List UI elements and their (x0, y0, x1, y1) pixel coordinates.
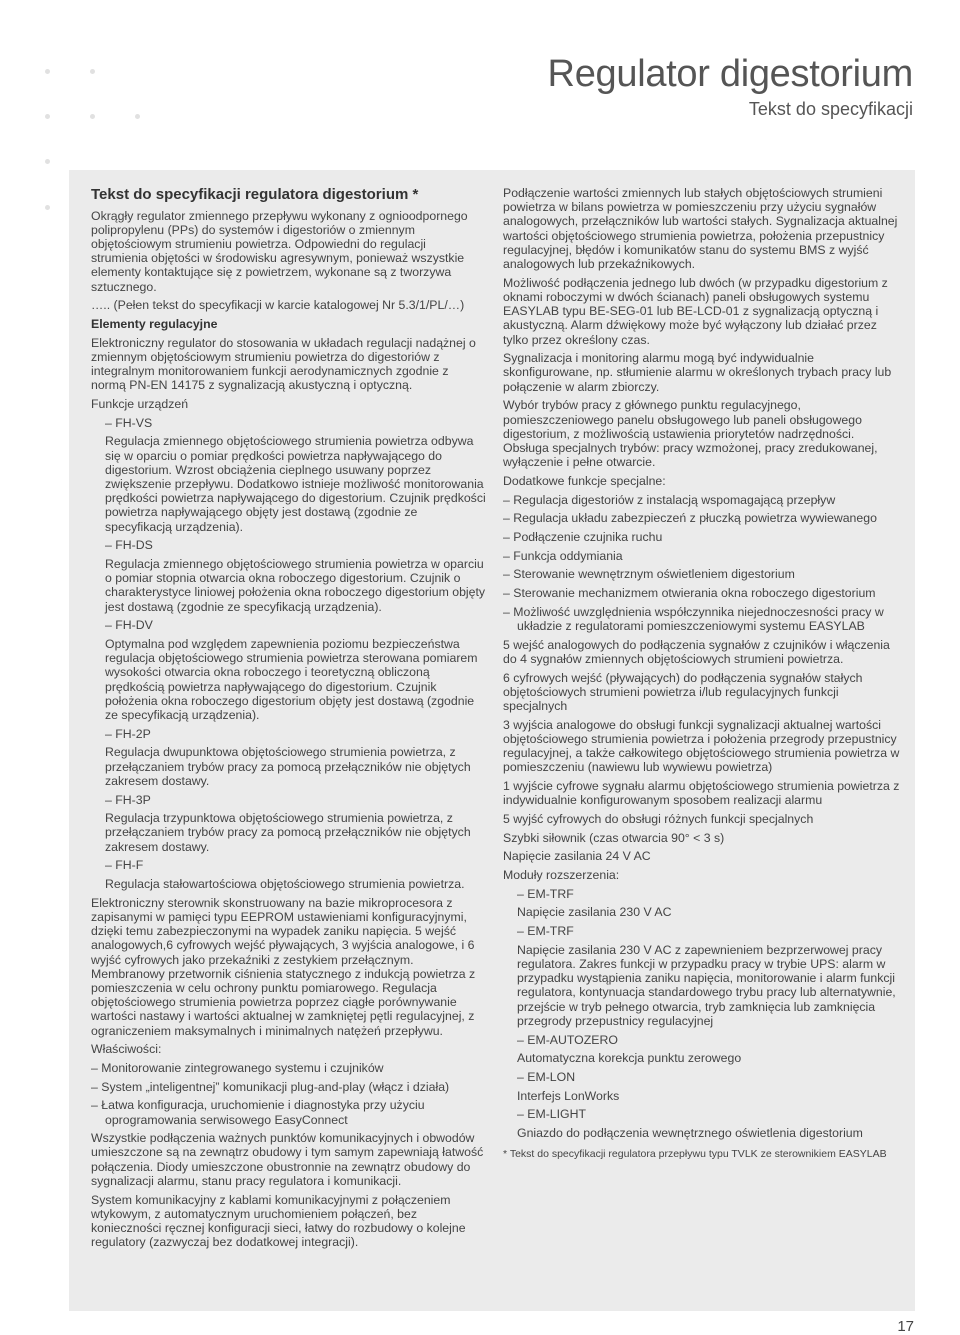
page-subtitle: Tekst do specyfikacji (748, 99, 913, 119)
extra-function-item: – Możliwość uwzględnienia współczynnika niejednoczesności pracy w układzie z regulatorami pomieszczeniowymi systemu EASYLAB (503, 605, 901, 633)
function-description: Regulacja stałowartościowa objętościowego strumienia powietrza. (105, 877, 465, 892)
analog-outputs: 3 wyjścia analogowe do obsługi funkcji sygnalizacji aktualnej wartości objętościowego strumienia powietrza i położenia przegrody przepustnicy regulacyjnej, a także całkowitego objętościowego strumienia powietrza w pomieszczeniu (nawiewu lub wywiewu powietrza) (503, 717, 900, 775)
section-heading: Tekst do specyfikacji regulatora digestorium * (91, 186, 419, 203)
property-item: – System „inteligentnej” komunikacji plug-and-play (włącz i działa) (91, 1080, 486, 1094)
catalog-reference: ….. (Pełen tekst do specyfikacji w karcie katalogowej Nr 5.3/1/PL/…) (91, 298, 465, 313)
module-code: – EM-LIGHT (503, 1107, 901, 1121)
system-text: System komunikacyjny z kablami komunikacyjnymi z połączeniem wtykowym, z automatycznym uruchomieniem połączeń, bez konieczności ręcznej konfiguracji sieci, łatwy do rozbudowy o kolejne regulatory (zazwyczaj bez dodatkowej integracji). (91, 1192, 466, 1250)
module-description: Automatyczna korekcja punktu zerowego (517, 1051, 742, 1066)
function-description: Regulacja zmiennego objętościowego strumienia powietrza odbywa się w oparciu o pomiar prędkości powietrza napływającego do digestorium. Wzrost obciążenia cieplnego usuwany poprzez zwiększenie przepływu. Dodatkowo istnieje możliwość monitorowania prędkości powietrza napływającego do digestorium. Czujnik prędkości powietrza napływającego objęty jest dostawą (zgodnie ze specyfikacją urządzenia). (105, 434, 486, 534)
intro-text: Okrągły regulator zmiennego przepływu wykonany z ognioodpornego polipropylenu (PPs) do systemów i digestoriów o zmiennym objętościowym strumieniu powietrza. Odpowiedni do regulacji strumienia objętości w środowisku agresywnym, ponieważ wszystkie elementy kontaktujące się z powietrzem, wykonane są z tworzywa sztucznego. (91, 208, 468, 294)
properties-label: Właściwości: (91, 1042, 162, 1057)
function-code: – FH-DV (91, 618, 486, 632)
function-code: – FH-DS (91, 538, 486, 552)
module-code: – EM-LON (503, 1070, 901, 1084)
modules-list (503, 887, 901, 1141)
dot (135, 114, 140, 119)
digital-output: 1 wyjście cyfrowe sygnału alarmu objętościowego strumienia powietrza z indywidualnie konfigurowanym sposobem realizacji alarmu (503, 779, 900, 808)
dot (45, 205, 50, 210)
dot (45, 69, 50, 74)
module-description: Interfejs LonWorks (517, 1088, 620, 1103)
panels-paragraph: Możliwość podłączenia jednego lub dwóch (w przypadku digestorium z oknami roboczymi w dwóch ścianach) paneli obsługowych systemu EASYLAB typu BE-SEG-01 lub BE-LCD-01 z sygnalizacją optyczną i akustyczną. Alarm dźwiękowy może być wyłączony lub działać przez tylko przez określony czas. (503, 275, 888, 347)
analog-inputs: 5 wejść analogowych do podłączenia sygnałów z czujników i włączenia do 4 sygnałów zmiennych objętościowych strumieni powietrza. (503, 637, 890, 666)
function-code: – FH-3P (91, 793, 486, 807)
function-code: – FH-VS (91, 416, 486, 430)
page-number: 17 (897, 1318, 914, 1335)
module-code: – EM-TRF (503, 887, 901, 901)
dot (45, 159, 50, 164)
elements-heading: Elementy regulacyjne (91, 316, 218, 331)
left-column (91, 186, 486, 1254)
modules-label: Moduły rozszerzenia: (503, 868, 620, 883)
voltage-text: Napięcie zasilania 24 V AC (503, 849, 651, 864)
function-description: Optymalna pod względem zapewnienia poziomu bezpieczeństwa regulacja objętościowego strumienia powietrza sterowana pomiarem wysokości otwarcia okna roboczego i teoretyczną obliczoną prędkością powietrza napływającego do digestorium. Czujnik położenia okna roboczego digestorium objęty jest dostawą (zgodnie ze specyfikacją urządzenia). (105, 636, 478, 722)
extra-function-item: – Sterowanie mechanizmem otwierania okna roboczego digestorium (503, 586, 901, 600)
digital-outputs-special: 5 wyjść cyfrowych do obsługi różnych funkcji specjalnych (503, 811, 814, 826)
signals-paragraph: Podłączenie wartości zmiennych lub stałych objętościowych strumieni powietrza w bilans powietrza w pomieszczeniu przy użyciu sygnałów analogowych, przełączników lub wartości stałych. Sygnalizacja aktualnej wartości objętościowego strumienia powietrza, położenia przepustnicy regulacyjnej, błędów i komunikatów stanu do systemu BMS z wyjść analogowych lub przekaźnikowych. (503, 186, 898, 272)
alarm-paragraph: Sygnalizacja i monitoring alarmu mogą być indywidualnie skonfigurowane, np. stłumienie alarmu w określonych trybach pracy lub połączenie w alarm zbiorczy. (503, 351, 892, 394)
extra-function-item: – Regulacja digestoriów z instalacją wspomagającą przepływ (503, 493, 901, 507)
modes-paragraph: Wybór trybów pracy z głównego punktu regulacyjnego, pomieszczeniowego panelu obsługowego lub paneli obsługowego digestorium, z możliwością ustawienia priorytetów nadrzędności. Obsługa specjalnych trybów: pracy wzmożonej, pracy zredukowanej, wyłączenie i pełne otwarcie. (503, 398, 878, 470)
actuator-text: Szybki siłownik (czas otwarcia 90° < 3 s) (503, 830, 725, 845)
connections-text: Wszystkie podłączenia ważnych punktów komunikacyjnych i obwodów umieszczone są na zewnątrz obudowy i tym samym zapewniają łatwość połączenia. Diody umieszczone obustronnie na zewnątrz obudowy do sygnalizacji alarmu, stanu pracy regulatora i komunikacji. (91, 1131, 484, 1188)
extra-function-item: – Funkcja oddymiania (503, 549, 901, 563)
function-description: Regulacja dwupunktowa objętościowego strumienia powietrza, z przełączaniem trybów pracy za pomocą przełączników nie objętych zakresem dostawy. (105, 745, 471, 788)
function-code: – FH-F (91, 858, 486, 872)
module-code: – EM-TRF (503, 924, 901, 938)
extra-functions-list (503, 493, 901, 634)
dot (90, 69, 95, 74)
property-item: – Monitorowanie zintegrowanego systemu i czujników (91, 1061, 486, 1075)
dot (45, 114, 50, 119)
function-description: Regulacja trzypunktowa objętościowego strumienia powietrza, z przełączaniem trybów pracy za pomocą przełączników nie objętych zakresem dostawy. (105, 811, 471, 854)
extra-functions-label: Dodatkowe funkcje specjalne: (503, 473, 666, 488)
module-code: – EM-AUTOZERO (503, 1033, 901, 1047)
dot (90, 114, 95, 119)
controller-text: Elektroniczny sterownik skonstruowany na bazie mikroprocesora z zapisanymi w pamięci typu EEPROM ustawieniami konfiguracyjnymi, dzięki temu zabezpieczonymi na wypadek zaniku napięcia. 5 wejść analogowych,6 cyfrowych wejść pływających, 3 wyjścia analogowe, i 6 wyjść cyfrowych jako przekaźniki z zestykiem przełącznym. Membranowy przetwornik ciśnienia statycznego z indukcją powietrza z pomieszczenia w celu ochrony punktu pomiarowego. Regulacja objętościowego strumienia powietrza poprzez ciągłe porównywanie wartości nastawy i wartości aktualnej w zamkniętej pętli regulacyjnej, z ograniczeniem maksymalnych i minimalnych natężeń przepływu. (91, 895, 476, 1038)
digital-inputs: 6 cyfrowych wejść (pływających) do podłączenia sygnałów stałych objętościowych strumieni powietrza i/lub regulacyjnych funkcji specjalnych (503, 670, 863, 713)
extra-function-item: – Sterowanie wewnętrznym oświetleniem digestorium (503, 567, 901, 581)
module-description: Napięcie zasilania 230 V AC (517, 905, 672, 920)
right-column (503, 186, 901, 1165)
functions-list (91, 416, 486, 892)
functions-label: Funkcje urządzeń (91, 396, 189, 411)
footnote: * Tekst do specyfikacji regulatora przepływu typu TVLK ze sterownikiem EASYLAB (503, 1148, 887, 1161)
module-description: Gniazdo do podłączenia wewnętrznego oświetlenia digestorium (517, 1126, 863, 1141)
properties-list (91, 1061, 486, 1127)
module-description: Napięcie zasilania 230 V AC z zapewnieniem bezprzerwowej pracy regulatora. Zakres funkcji w przypadku pracy w trybie UPS: alarm w przypadku wystąpienia zaniku napięcia, monitorowanie i alarm funkcji regulatora, kontynuacja standardowego trybu pracy lub alternatywnie, przejście w tryb pełnego otwarcia, tryb zamknięcia lub zamknięcia przegrody przepustnicy regulacyjnej (517, 942, 896, 1028)
elements-text: Elektroniczny regulator do stosowania w układach regulacji nadążnej o zmiennym objętościowym strumieniu powietrza do digestoriów z integralnym monitorowaniem funkcji aerodynamicznych zgodnie z normą PN-EN 14175 z sygnalizacją akustyczną i optyczną. (91, 335, 476, 393)
function-code: – FH-2P (91, 727, 486, 741)
extra-function-item: – Regulacja układu zabezpieczeń z płuczką powietrza wywiewanego (503, 511, 901, 525)
property-item: – Łatwa konfiguracja, uruchomienie i diagnostyka przy użyciu oprogramowania serwisowego EasyConnect (91, 1098, 486, 1126)
function-description: Regulacja zmiennego objętościowego strumienia powietrza w oparciu o pomiar stopnia otwarcia okna roboczego digestorium. Czujnik o charakterystyce liniowej położenia okna roboczego digestorium objęty jest dostawą (zgodnie ze specyfikacją urządzenia). (105, 556, 486, 614)
page-title: Regulator digestorium (547, 53, 913, 95)
extra-function-item: – Podłączenie czujnika ruchu (503, 530, 901, 544)
